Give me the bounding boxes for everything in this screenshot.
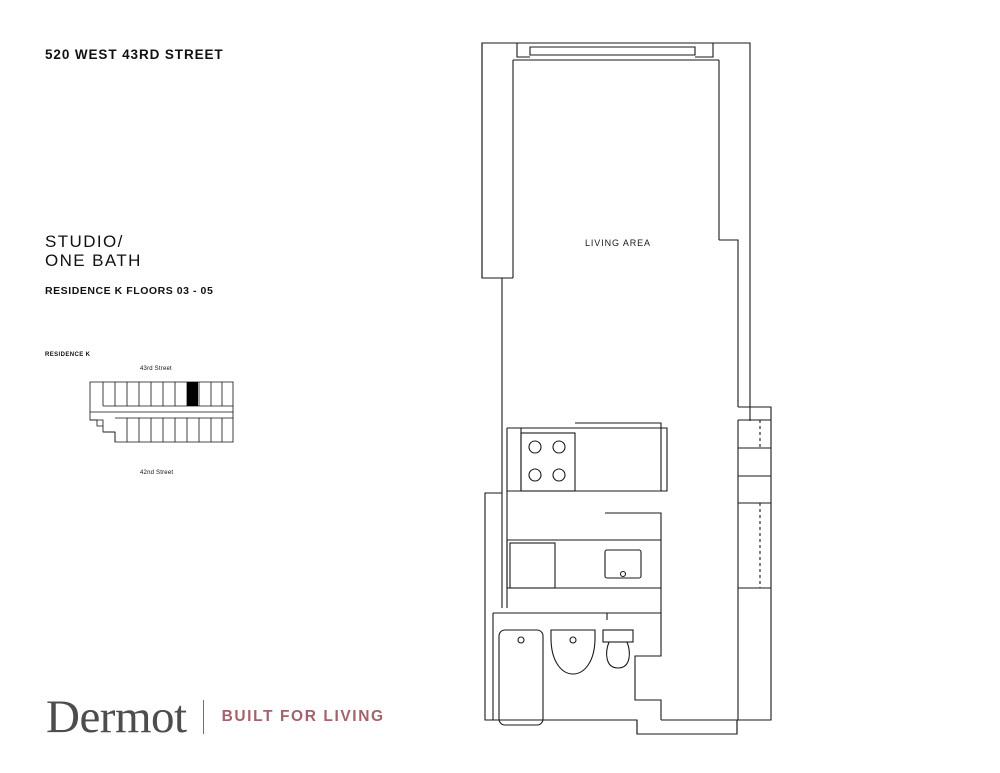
- room-label-living-area: LIVING AREA: [585, 238, 651, 248]
- floor-plan-drawing: [455, 28, 1000, 748]
- residence-floors-label: RESIDENCE K FLOORS 03 - 05: [45, 285, 214, 297]
- key-plan-street-south: 42nd Street: [140, 470, 174, 476]
- key-plan-diagram: [85, 376, 245, 466]
- unit-type-line-1: STUDIO/: [45, 232, 124, 251]
- brand-name: Dermot: [46, 690, 187, 743]
- key-plan-street-north: 43rd Street: [140, 366, 172, 372]
- key-plan-highlight: [187, 382, 198, 406]
- brand-tagline: BUILT FOR LIVING: [221, 708, 385, 725]
- unit-type: [45, 232, 142, 270]
- floor-plan: [455, 28, 1000, 753]
- key-plan-title: RESIDENCE K: [45, 352, 91, 358]
- unit-type-line-2: ONE BATH: [45, 251, 142, 271]
- brand-logo: [46, 692, 385, 742]
- key-plan: [45, 352, 255, 482]
- page-title: 520 WEST 43RD STREET: [45, 47, 224, 62]
- logo-divider: [203, 700, 204, 734]
